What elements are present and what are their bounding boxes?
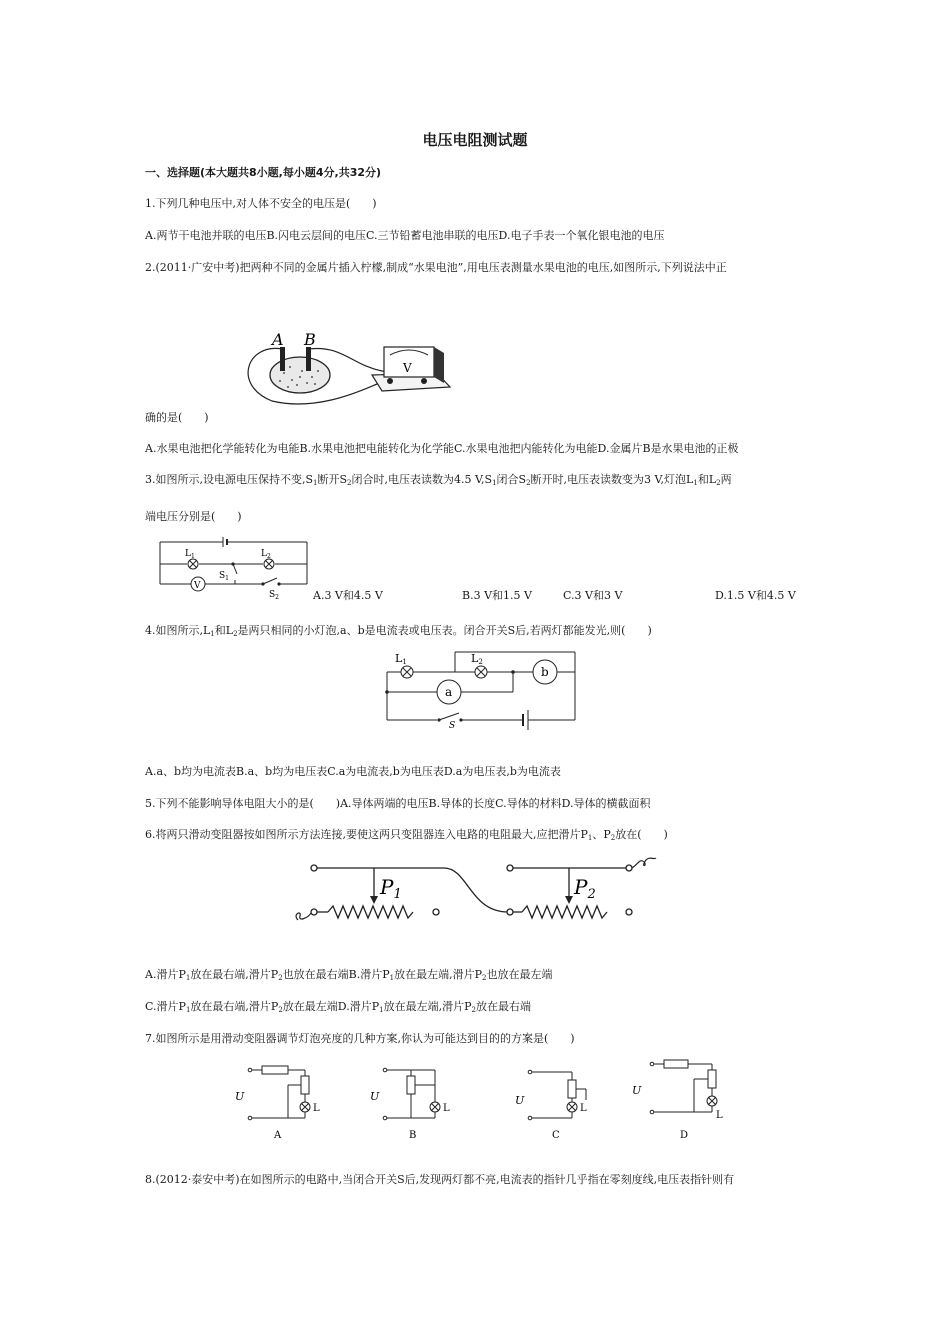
question-6-stem: 6.将两只滑动变阻器按如图所示方法连接,要使这两只变阻器连入电路的电阻最大,应把滑片$P_1$、$P_2$放在( ): [145, 828, 668, 842]
question-3-stem-cont: 端电压分别是( ): [145, 510, 242, 523]
question-5-stem: 5.下列不能影响导体电阻大小的是( )A.导体两端的电压B.导体的长度C.导体的材料D.导体的横截面积: [145, 797, 651, 810]
lamp-l-label: L: [580, 1103, 587, 1114]
option-label-c: C: [552, 1130, 560, 1141]
meter-b-label: b: [541, 665, 549, 679]
question-6-options-cd: C.滑片$P_1$放在最右端,滑片$P_2$放在最左端D.滑片$P_1$放在最左端,滑片$P_2$放在最右端: [145, 1000, 531, 1014]
voltmeter-v-label: V: [194, 581, 201, 591]
voltage-u-label: U: [515, 1094, 525, 1107]
circuit-d: [632, 1060, 723, 1141]
voltage-u-label: U: [235, 1090, 245, 1103]
lamp-l-label: L: [313, 1103, 320, 1114]
page-title: 电压电阻测试题: [422, 131, 528, 149]
lamp-l-label: L: [443, 1103, 450, 1114]
switch-s1-label: $S_1$: [219, 571, 229, 582]
question-4-options: A.a、b均为电流表B.a、b均为电压表C.a为电流表,b为电压表D.a为电压表,b为电流表: [145, 765, 561, 778]
plate-a-label: A: [272, 330, 284, 349]
switch-s2-label: $S_2$: [269, 590, 279, 601]
question-2-stem-cont: 确的是( ): [145, 411, 209, 424]
voltage-u-label: U: [370, 1090, 380, 1103]
plate-b-label: B: [304, 330, 316, 349]
question-7-stem: 7.如图所示是用滑动变阻器调节灯泡亮度的几种方案,你认为可能达到目的的方案是( ): [145, 1032, 575, 1045]
question-4-stem: 4.如图所示$,L_1$和$L_2$是两只相同的小灯泡,a、b是电流表或电压表。闭合开关S后,若两灯都能发光,则( ): [145, 624, 652, 638]
question-1-stem: 1.下列几种电压中,对人体不安全的电压是( ): [145, 197, 377, 210]
q3-circuit-figure: [155, 534, 315, 604]
q4-circuit-figure: [385, 648, 585, 731]
meter-a-label: a: [445, 685, 453, 699]
lamp-l2-label: $L_2$: [261, 549, 271, 560]
question-2-stem: 2.(2011·广安中考)把两种不同的金属片插入柠檬,制成“水果电池”,用电压表测量水果电池的电压,如图所示,下列说法中正: [145, 261, 727, 274]
slider-p2-label: $P_2$: [574, 875, 596, 902]
slider-p1-label: $P_1$: [380, 875, 402, 902]
circuit-a: [235, 1066, 320, 1141]
question-3-option-a: A.3 V和4.5 V: [313, 589, 383, 602]
question-3-option-d: D.1.5 V和4.5 V: [715, 589, 796, 602]
question-8-stem: 8.(2012·泰安中考)在如图所示的电路中,当闭合开关S后,发现两灯都不亮,电流表的指针几乎指在零刻度线,电压表指针则有: [145, 1173, 735, 1186]
fruit-battery-figure: [232, 325, 472, 415]
switch-s-label: S: [449, 721, 456, 731]
circuit-c: [515, 1070, 587, 1141]
lamp-l1-label: L1: [395, 652, 407, 666]
lamp-l1-label: $L_1$: [185, 549, 195, 560]
question-2-options: A.水果电池把化学能转化为电能B.水果电池把电能转化为化学能C.水果电池把内能转化为电能D.金属片B是水果电池的正极: [145, 442, 739, 455]
circuit-b: [370, 1068, 450, 1141]
q7-circuits-figure: [230, 1060, 730, 1150]
question-3-option-b: B.3 V和1.5 V: [462, 589, 532, 602]
question-1-options: A.两节干电池并联的电压B.闪电云层间的电压C.三节铅蓄电池串联的电压D.电子手表一个氧化银电池的电压: [145, 229, 665, 242]
question-6-options-ab: A.滑片$P_1$放在最右端,滑片$P_2$也放在最右端B.滑片$P_1$放在最左端,滑片$P_2$也放在最左端: [145, 968, 553, 982]
option-label-a: A: [274, 1130, 282, 1141]
lamp-l-label: L: [716, 1110, 723, 1121]
question-3-option-c: C.3 V和3 V: [563, 589, 623, 602]
voltmeter-label: V: [403, 361, 412, 375]
option-label-d: D: [680, 1130, 689, 1141]
option-label-b: B: [409, 1130, 417, 1141]
rheostat-figure: [288, 852, 668, 932]
voltage-u-label: U: [632, 1084, 642, 1097]
section-heading: 一、选择题(本大题共8小题,每小题4分,共32分): [145, 166, 382, 179]
lamp-l2-label: L2: [471, 652, 483, 666]
question-3-stem: 3.如图所示,设电源电压保持不变$,S_1$断开$S_2$闭合时,电压表读数为4.5 $V,S_1$闭合$S_2$断开时,电压表读数变为3 V,灯泡$L_1$和$L_2$两: [145, 473, 732, 487]
